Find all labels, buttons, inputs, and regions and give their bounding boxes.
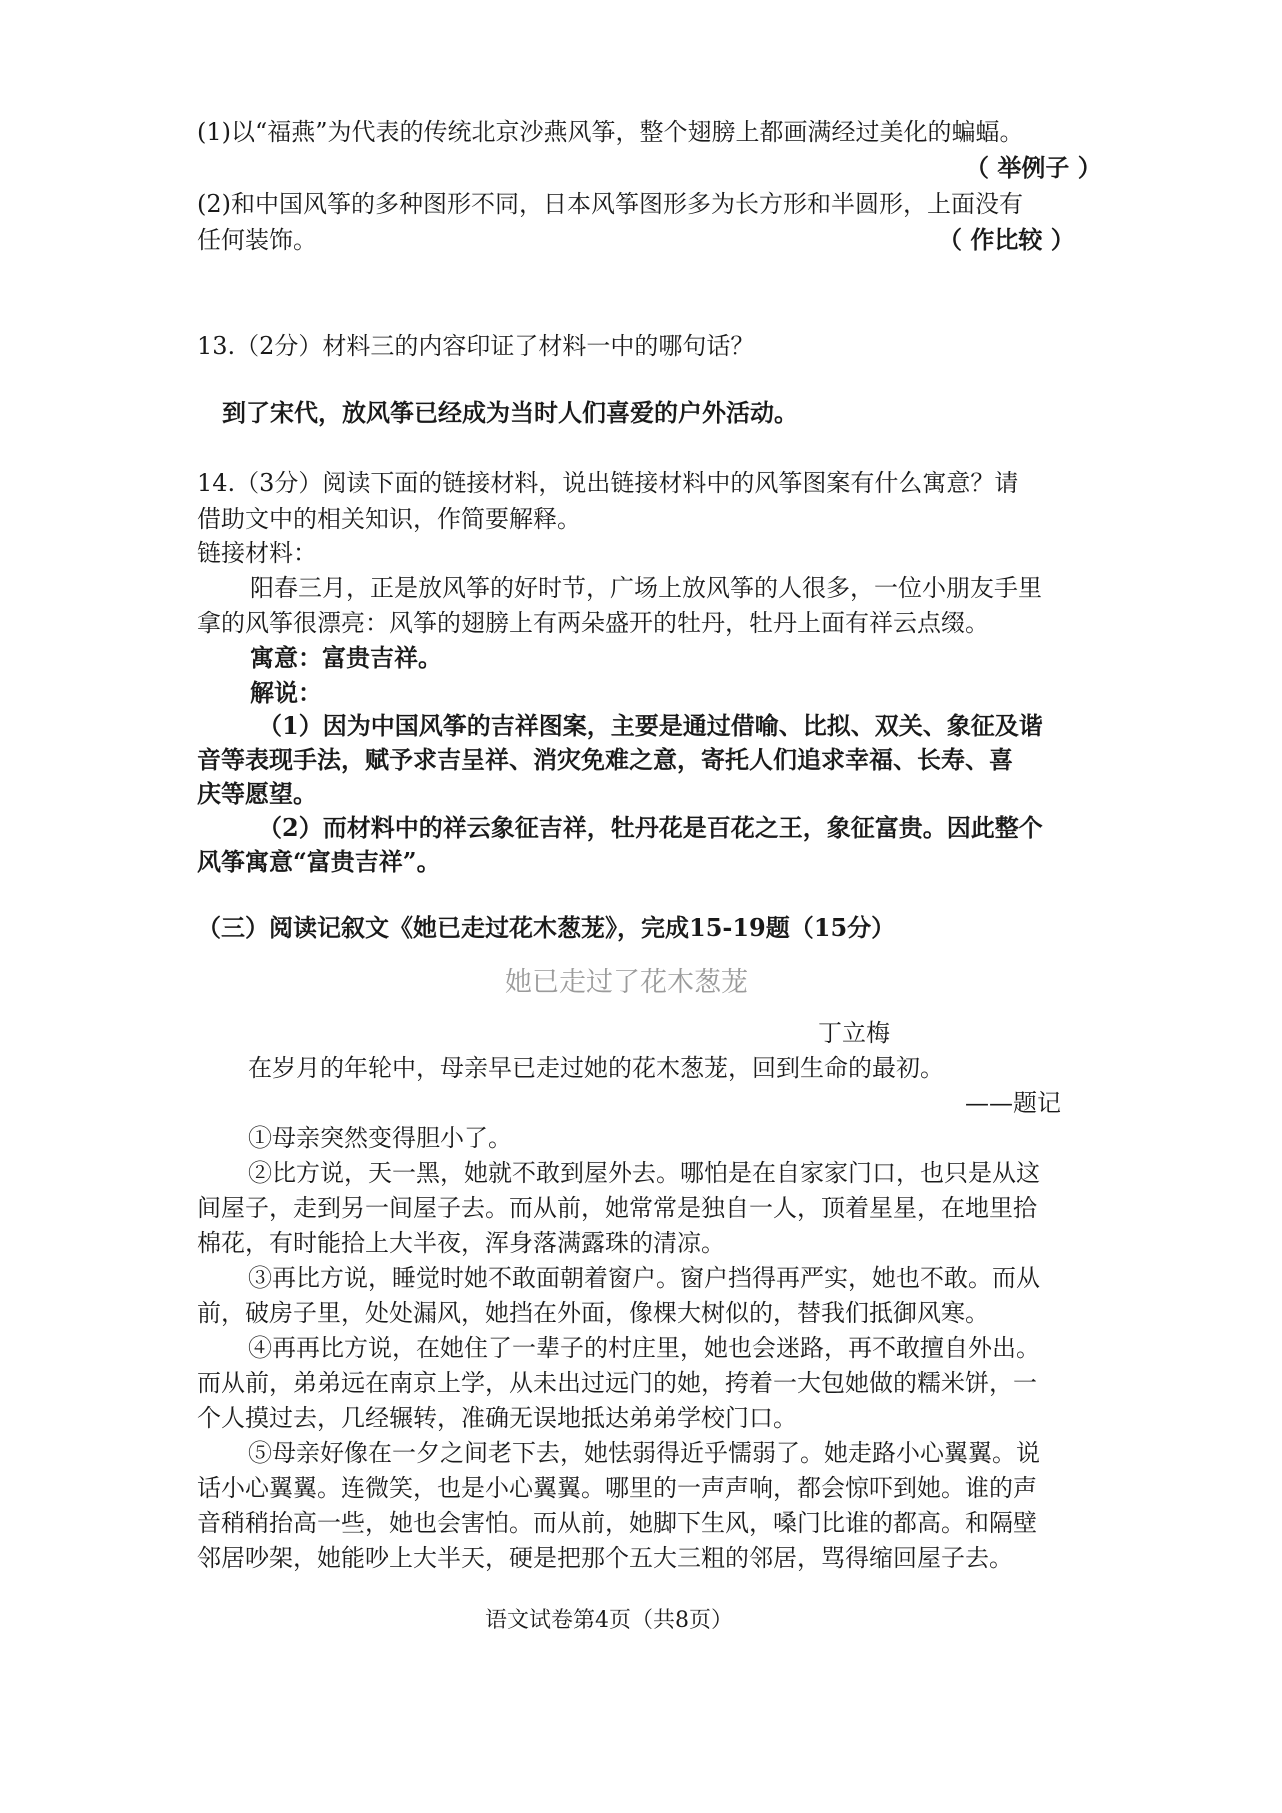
article-author: 丁立梅: [818, 1019, 890, 1047]
paragraph-4-line3: 个人摸过去，几经辗转，准确无误地抵达弟弟学校门口。: [197, 1404, 797, 1432]
paragraph-5-line4: 邻居吵架，她能吵上大半天，硬是把那个五大三粗的邻居，骂得缩回屋子去。: [197, 1544, 1013, 1572]
q12-item1-answer: （ 举例子 ）: [965, 153, 1102, 182]
paragraph-2-line2: 间屋子，走到另一间屋子去。而从前，她常常是独自一人，顶着星星，在地里拾: [197, 1194, 1037, 1222]
paragraph-5-line2: 话小心翼翼。连微笑，也是小心翼翼。哪里的一声声响，都会惊吓到她。谁的声: [197, 1474, 1037, 1502]
article-epigraph: 在岁月的年轮中，母亲早已走过她的花木葱茏，回到生命的最初。: [248, 1054, 944, 1082]
paragraph-5-line3: 音稍稍抬高一些，她也会害怕。而从前，她脚下生风，嗓门比谁的都高。和隔壁: [197, 1509, 1037, 1537]
q13-answer: 到了宋代，放风筝已经成为当时人们喜爱的户外活动。: [222, 398, 798, 427]
q12-item2-text-line1: (2)和中国风筝的多种图形不同，日本风筝图形多为长方形和半圆形，上面没有: [197, 190, 1023, 218]
q12-item2-answer: （ 作比较 ）: [938, 225, 1075, 254]
page-footer: 语文试卷第4页（共8页）: [485, 1608, 733, 1633]
q12-item2-text-line2: 任何装饰。: [197, 226, 317, 254]
paragraph-4-line1: ④再再比方说，在她住了一辈子的村庄里，她也会迷路，再不敢擅自外出。: [248, 1334, 1040, 1362]
q14-explain2-line1: （2）而材料中的祥云象征吉祥，牡丹花是百花之王，象征富贵。因此整个: [258, 813, 1043, 842]
q14-meaning: 寓意：富贵吉祥。: [250, 643, 442, 672]
q14-explain1-line1: （1）因为中国风筝的吉祥图案，主要是通过借喻、比拟、双关、象征及谐: [258, 711, 1043, 740]
q14-explain1-line3: 庆等愿望。: [197, 779, 317, 808]
paragraph-5-line1: ⑤母亲好像在一夕之间老下去，她怯弱得近乎懦弱了。她走路小心翼翼。说: [248, 1439, 1040, 1467]
q14-explain1-line2: 音等表现手法，赋予求吉呈祥、消灾免难之意，寄托人们追求幸福、长寿、喜: [197, 745, 1013, 774]
paragraph-4-line2: 而从前，弟弟远在南京上学，从未出过远门的她，挎着一大包她做的糯米饼，一: [197, 1369, 1037, 1397]
paragraph-1: ①母亲突然变得胆小了。: [248, 1124, 512, 1152]
q14-explain2-line2: 风筝寓意“富贵吉祥”。: [197, 847, 441, 876]
q14-link-label: 链接材料：: [197, 539, 317, 567]
paragraph-2-line3: 棉花，有时能拾上大半夜，浑身落满露珠的清凉。: [197, 1229, 725, 1257]
article-title: 她已走过了花木葱茏: [505, 967, 748, 998]
q14-question-line2: 借助文中的相关知识，作简要解释。: [197, 505, 581, 533]
q14-question-line1: 14.（3分）阅读下面的链接材料，说出链接材料中的风筝图案有什么寓意？请: [197, 469, 1019, 497]
q14-link-line2: 拿的风筝很漂亮：风筝的翅膀上有两朵盛开的牡丹，牡丹上面有祥云点缀。: [197, 609, 989, 637]
paragraph-3-line2: 前，破房子里，处处漏风，她挡在外面，像棵大树似的，替我们抵御风寒。: [197, 1299, 989, 1327]
section3-heading: （三）阅读记叙文《她已走过花木葱茏》，完成15-19题（15分）: [197, 913, 896, 942]
q14-explain-label: 解说：: [250, 678, 322, 707]
q12-item1-text: (1)以“福燕”为代表的传统北京沙燕风筝，整个翅膀上都画满经过美化的蝙蝠。: [197, 118, 1024, 146]
paragraph-2-line1: ②比方说，天一黑，她就不敢到屋外去。哪怕是在自家家门口，也只是从这: [248, 1159, 1040, 1187]
paragraph-3-line1: ③再比方说，睡觉时她不敢面朝着窗户。窗户挡得再严实，她也不敢。而从: [248, 1264, 1040, 1292]
q14-link-line1: 阳春三月，正是放风筝的好时节，广场上放风筝的人很多，一位小朋友手里: [250, 574, 1042, 602]
epigraph-source: ——题记: [965, 1089, 1061, 1117]
q13-question: 13.（2分）材料三的内容印证了材料一中的哪句话？: [197, 332, 755, 360]
